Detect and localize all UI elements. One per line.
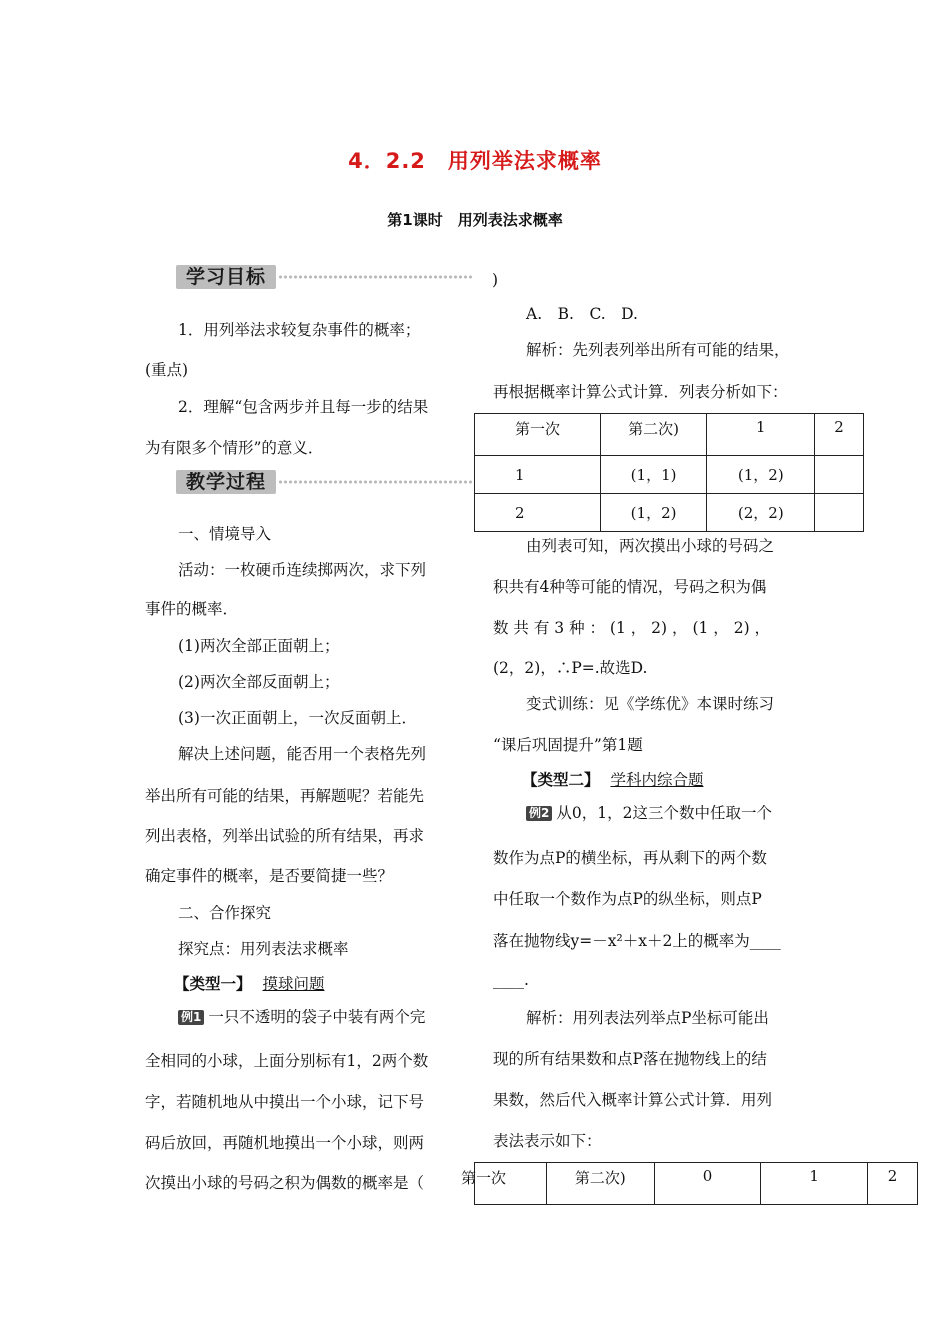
table-cell: (1，2) [600, 494, 707, 532]
section-heading-1: 一、情境导入 [178, 525, 272, 543]
table-row [475, 494, 864, 532]
variant-line-1: 变式训练：见《学练优》本课时练习 [526, 695, 775, 713]
type-one-name: 摸球问题 [262, 975, 325, 993]
type-two-name: 学科内综合题 [610, 771, 704, 789]
question-3: (3)一次正面朝上，一次反面朝上． [178, 709, 417, 727]
type-two-label: 【类型二】 [522, 770, 600, 789]
example-1-line-4: 码后放回，再随机地摸出一个小球，则两 [145, 1134, 425, 1152]
question-1: (1)两次全部正面朝上； [178, 637, 340, 655]
table-cell: 2 [868, 1163, 918, 1205]
analysis-2-line-1: 由列表可知，两次摸出小球的号码之 [526, 537, 775, 555]
analysis-2-line-2: 积共有4种等可能的情况，号码之积为偶 [493, 578, 767, 596]
goal-2-line-1: 2．理解“包含两步并且每一步的结果 [178, 398, 429, 416]
answer-choices: A. B. C. D. [526, 305, 638, 323]
analysis-3-line-1: 解析：用列表法列举点P坐标可能出 [526, 1009, 769, 1027]
table-cell [815, 494, 864, 532]
table-row [475, 456, 864, 494]
analysis-1-line-2: 再根据概率计算公式计算．列表分析如下： [493, 383, 788, 401]
table-cell: 2 [475, 494, 601, 532]
example-1-line-1 [178, 1005, 425, 1029]
example-1-text: 一只不透明的袋子中装有两个完 [208, 1008, 426, 1026]
example-2-line-3: 中任取一个数作为点P的纵坐标，则点P [493, 890, 762, 908]
example-2-badge: 例2 [526, 806, 552, 821]
lesson-subtitle: 第1课时 用列表法求概率 [387, 211, 563, 229]
type-one-heading [174, 972, 324, 996]
example-1-badge: 例1 [178, 1010, 204, 1025]
banner-dots [278, 479, 473, 485]
paragraph-line-4: 确定事件的概率，是否要简捷一些？ [145, 867, 394, 885]
example-1-line-3: 字，若随机地从中摸出一个小球，记下号 [145, 1093, 425, 1111]
closing-paren: ) [492, 271, 499, 289]
activity-line-1: 活动：一枚硬币连续掷两次，求下列 [178, 561, 427, 579]
table-row [475, 414, 864, 456]
table-cell: 0 [654, 1163, 761, 1205]
analysis-1-line-1: 解析：先列表列举出所有可能的结果， [526, 341, 790, 359]
explore-point: 探究点：用列表法求概率 [178, 940, 349, 958]
table-example-2 [461, 1162, 918, 1205]
paragraph-line-1: 解决上述问题，能否用一个表格先列 [178, 745, 427, 763]
goal-2-line-2: 为有限多个情形”的意义． [145, 439, 324, 457]
goal-1-line-2: (重点) [145, 361, 189, 379]
example-1-line-2: 全相同的小球，上面分别标有1，2两个数 [145, 1052, 429, 1070]
example-2-line-5: ____. [493, 971, 529, 989]
table-cell: 第二次) [546, 1163, 654, 1205]
banner-teaching-process [176, 470, 473, 496]
question-2: (2)两次全部反面朝上； [178, 673, 340, 691]
goal-1-line-1: 1．用列举法求较复杂事件的概率； [178, 321, 421, 339]
table-cell: 第二次) [600, 414, 707, 456]
banner-learning-goals [176, 265, 473, 291]
analysis-3-line-3: 果数，然后代入概率计算公式计算．用列 [493, 1091, 773, 1109]
banner-label: 学习目标 [176, 265, 276, 289]
table-cell: (1，1) [600, 456, 707, 494]
example-2-line-4: 落在抛物线y=－x²＋x＋2上的概率为____ [493, 932, 781, 950]
variant-line-2: “课后巩固提升”第1题 [493, 736, 643, 754]
analysis-2-line-4: (2，2)，∴P=.故选D. [493, 659, 648, 677]
table-cell [815, 456, 864, 494]
banner-label: 教学过程 [176, 470, 276, 494]
table-row [475, 1163, 918, 1205]
paragraph-line-2: 举出所有可能的结果，再解题呢？若能先 [145, 787, 425, 805]
table-cell: (2，2) [707, 494, 815, 532]
paragraph-line-3: 列出表格，列举出试验的所有结果，再求 [145, 827, 425, 845]
table-cell: 第一次 [475, 1163, 547, 1205]
section-heading-2: 二、合作探究 [178, 904, 272, 922]
example-2-text: 从0，1，2这三个数中任取一个 [556, 804, 772, 822]
analysis-3-line-4: 表法表示如下： [493, 1132, 602, 1150]
analysis-3-line-2: 现的所有结果数和点P落在抛物线上的结 [493, 1050, 767, 1068]
table-cell: 1 [707, 414, 815, 456]
table-cell: (1，2) [707, 456, 815, 494]
table-example-1 [474, 413, 864, 532]
activity-line-2: 事件的概率． [145, 600, 239, 618]
table-cell: 1 [475, 456, 601, 494]
table-cell: 2 [815, 414, 864, 456]
banner-dots [278, 274, 473, 280]
table-cell: 1 [761, 1163, 868, 1205]
analysis-2-line-3: 数 共 有 3 种 ： (1 ， 2) ， (1 ， 2) ， [493, 619, 771, 637]
type-two-heading [522, 768, 703, 792]
example-2-line-1 [526, 801, 772, 825]
page-title: 4．2.2 用列举法求概率 [348, 149, 602, 173]
table-cell: 第一次 [475, 414, 601, 456]
example-1-line-5: 次摸出小球的号码之积为偶数的概率是（ [145, 1174, 425, 1192]
example-2-line-2: 数作为点P的横坐标，再从剩下的两个数 [493, 849, 767, 867]
type-one-label: 【类型一】 [174, 974, 252, 993]
